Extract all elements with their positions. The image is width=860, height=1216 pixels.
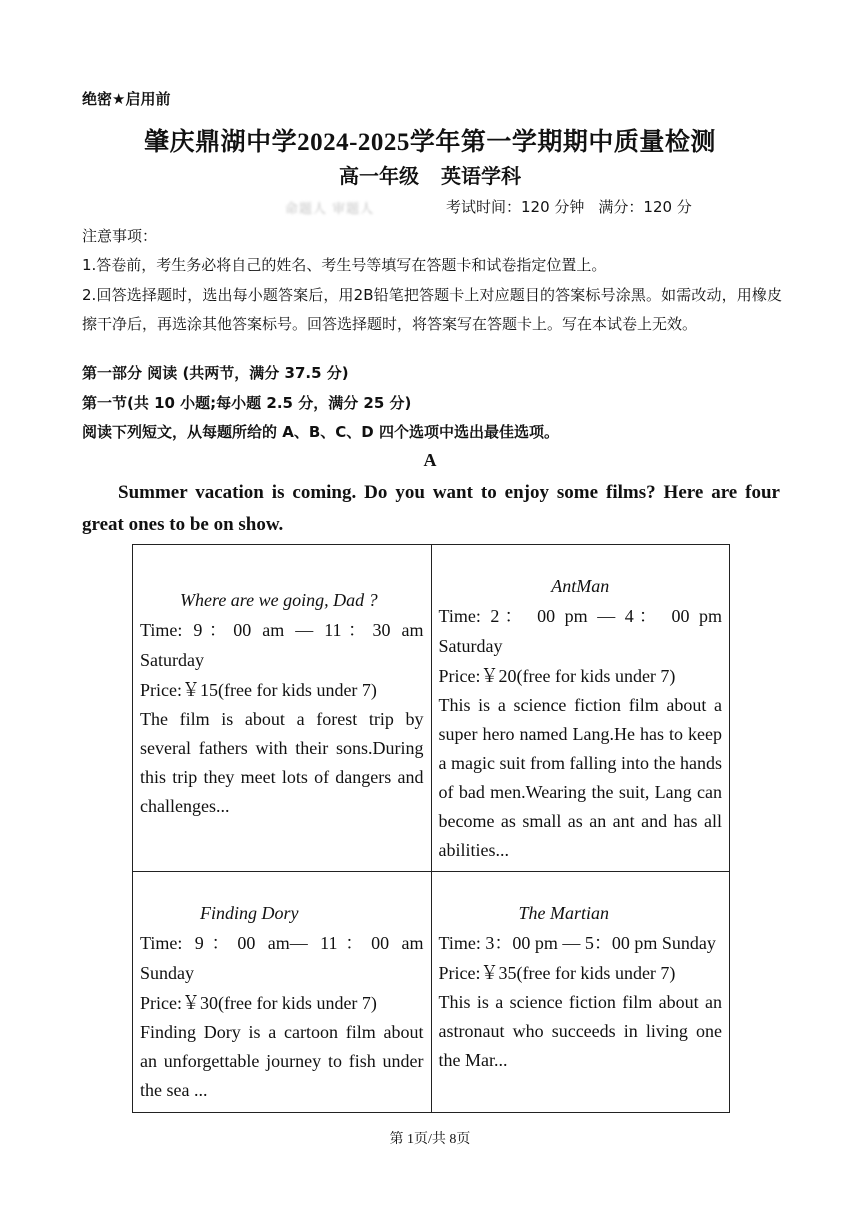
film-price: Price:￥20(free for kids under 7) <box>438 666 676 686</box>
grade-label: 高一年级 <box>339 164 419 188</box>
film-time: Time: 9：00 am— 11：00 am <box>140 933 424 953</box>
exam-time: 考试时间：120 分钟 <box>446 198 585 216</box>
film-time: Time: 9：00 am — 11：30 am <box>140 620 424 640</box>
film-description: This is a science fiction film about an astronaut who succeeds in living one the Mar... <box>438 992 722 1070</box>
film-title: AntMan <box>551 576 610 596</box>
passage-intro: Summer vacation is coming. Do you want to enjoy some films? Here are four great ones to be on show. <box>82 482 780 535</box>
page-number: 第 1页/共 8页 <box>389 1132 471 1147</box>
confidential-label: 绝密★启用前 <box>82 90 171 108</box>
exam-title: 肇庆鼎湖中学2024-2025学年第一学期期中质量检测 <box>144 129 716 156</box>
film-description: Finding Dory is a cartoon film about an unforgettable journey to fish under the sea ... <box>140 1022 424 1100</box>
film-cell-finding-dory <box>133 872 432 1113</box>
film-day: Sunday <box>140 963 194 983</box>
part-heading: 第一部分 阅读 (共两节，满分 37.5 分) <box>82 364 349 382</box>
film-title: Where are we going, Dad ? <box>180 590 378 610</box>
film-cell-where-are-we-going <box>133 545 432 872</box>
subject-label: 英语学科 <box>441 164 521 188</box>
reading-instruction: 阅读下列短文，从每题所给的 A、B、C、D 四个选项中选出最佳选项。 <box>82 423 559 441</box>
film-description: The film is about a forest trip by several fathers with their sons.During this trip they meet lots of dangers and challenges... <box>140 709 424 816</box>
films-table <box>132 544 730 1113</box>
film-cell-antman <box>431 545 730 872</box>
film-title: The Martian <box>518 903 610 923</box>
note-item-2: 2.回答选择题时，选出每小题答案后，用2B铅笔把答题卡上对应题目的答案标号涂黑。如需改动，用橡皮擦干净后，再选涂其他答案标号。回答选择题时，将答案写在答题卡上。写在本试卷上无效。 <box>82 286 782 333</box>
film-title: Finding Dory <box>200 903 299 923</box>
section-heading: 第一节(共 10 小题;每小题 2.5 分，满分 25 分) <box>82 394 412 412</box>
film-price: Price:￥30(free for kids under 7) <box>140 993 377 1013</box>
film-price: Price:￥35(free for kids under 7) <box>438 963 676 983</box>
note-item-1: 1.答卷前，考生务必将自己的姓名、考生号等填写在答题卡和试卷指定位置上。 <box>82 256 607 274</box>
passage-letter: A <box>423 450 437 470</box>
film-time: Time: 3：00 pm — 5：00 pm Sunday <box>438 933 716 953</box>
blurred-author-line: 命题人 审题人 <box>285 202 375 217</box>
notes-heading: 注意事项： <box>82 227 158 245</box>
full-score: 满分：120 分 <box>598 198 692 216</box>
film-day: Saturday <box>140 650 204 670</box>
film-price: Price:￥15(free for kids under 7) <box>140 680 377 700</box>
table-row <box>133 872 730 1113</box>
film-cell-the-martian <box>431 872 730 1113</box>
table-row <box>133 545 730 872</box>
film-day: Saturday <box>438 636 503 656</box>
film-description: This is a science fiction film about a super hero named Lang.He has to keep a magic suit from falling into the hands of bad men.Wearing the suit, Lang can become as small as an ant and has all abilities... <box>438 695 722 860</box>
exam-subtitle <box>0 160 860 189</box>
exam-info <box>446 196 692 217</box>
film-time: Time: 2： 00 pm — 4： 00 pm <box>438 606 722 626</box>
